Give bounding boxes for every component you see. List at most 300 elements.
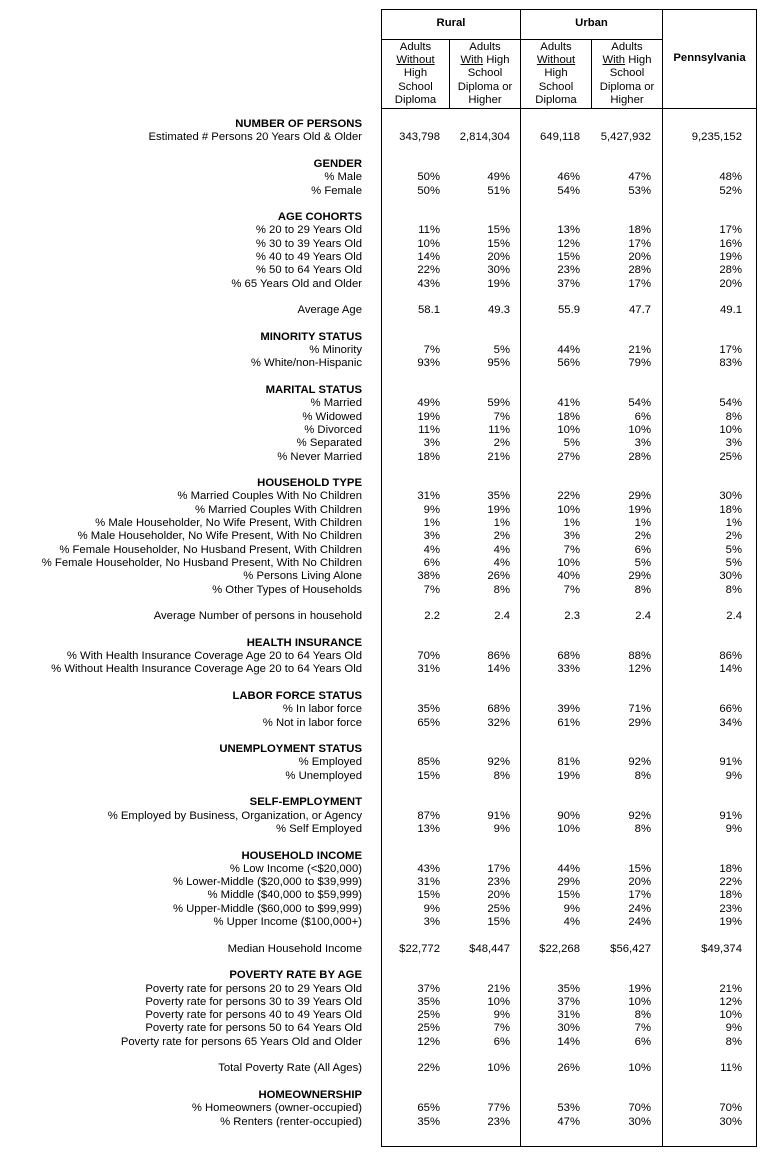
section-heading: [0, 796, 760, 809]
row-label: % 30 to 39 Years Old: [255, 237, 362, 250]
cell-value: 50%: [417, 171, 440, 184]
row-label: % Female Householder, No Husband Present, With No Children: [41, 556, 362, 569]
table-row: [0, 943, 760, 956]
cell-value: 8%: [493, 583, 510, 596]
table-row: [0, 663, 760, 676]
cell-value: 68%: [487, 703, 510, 716]
row-label: % With Health Insurance Coverage Age 20 to 64 Years Old: [66, 650, 362, 662]
cell-value: 23%: [719, 902, 742, 915]
row-label: % Upper-Middle ($60,000 to $99,999): [172, 902, 362, 915]
cell-value: 10%: [557, 822, 580, 835]
row-label: % Married: [310, 397, 362, 410]
row-label: % Male Householder, No Wife Present, With No Children: [77, 530, 362, 543]
cell-value: 9%: [725, 1022, 742, 1035]
cell-value: 43%: [417, 277, 440, 290]
section-title: MINORITY STATUS: [260, 330, 362, 343]
table-row: [0, 264, 760, 277]
cell-value: 3%: [725, 437, 742, 450]
cell-value: 2%: [493, 530, 510, 543]
row-label: Poverty rate for persons 20 to 29 Years Old: [145, 982, 362, 995]
cell-value: 11%: [720, 1062, 742, 1075]
cell-value: $22,772: [399, 942, 440, 955]
table-row: [0, 437, 760, 450]
table-row: [0, 1102, 760, 1115]
cell-value: 25%: [417, 1009, 440, 1022]
cell-value: 4%: [493, 556, 510, 569]
row-label: Total Poverty Rate (All Ages): [218, 1062, 362, 1075]
cell-value: 12%: [628, 663, 651, 676]
row-label: Average Age: [297, 304, 362, 317]
cell-value: 65%: [417, 716, 440, 729]
cell-value: 17%: [719, 224, 742, 237]
cell-value: 79%: [628, 357, 651, 370]
cell-value: 19%: [628, 503, 651, 516]
cell-value: 14%: [557, 1035, 580, 1048]
cell-value: 10%: [557, 503, 580, 516]
row-label: % Lower-Middle ($20,000 to $39,999): [172, 876, 362, 889]
table-row: [0, 424, 760, 437]
cell-value: 9%: [725, 769, 742, 782]
row-label: % Other Types of Households: [212, 583, 362, 596]
cell-value: 87%: [417, 809, 440, 822]
cell-value: 22%: [417, 264, 440, 277]
cell-value: 52%: [719, 184, 742, 197]
cell-value: 31%: [417, 876, 440, 889]
row-label: % White/non-Hispanic: [250, 357, 362, 370]
cell-value: 2,814,304: [459, 131, 510, 144]
cell-value: 91%: [719, 756, 742, 769]
cell-value: 18%: [628, 224, 651, 237]
cell-value: 88%: [628, 650, 651, 662]
cell-value: 18%: [719, 889, 742, 902]
table-row: [0, 889, 760, 902]
cell-value: 1%: [634, 517, 651, 529]
table-row: [0, 411, 760, 424]
cell-value: 50%: [417, 184, 440, 197]
cell-value: 2%: [634, 530, 651, 543]
table-row: [0, 703, 760, 716]
table-row: [0, 451, 760, 464]
cell-value: 12%: [719, 995, 742, 1008]
cell-value: 11%: [488, 423, 510, 436]
section-title: AGE COHORTS: [277, 211, 362, 224]
cell-value: 95%: [487, 357, 510, 370]
table-row: [0, 584, 760, 597]
table-row: [0, 1116, 760, 1129]
cell-value: 12%: [557, 237, 580, 250]
cell-value: 35%: [487, 490, 510, 503]
cell-value: 17%: [487, 862, 510, 875]
section-title: GENDER: [313, 157, 362, 170]
cell-value: 12%: [417, 1035, 440, 1048]
table-row: [0, 610, 760, 623]
cell-value: 47.7: [629, 304, 651, 317]
cell-value: 4%: [423, 543, 440, 556]
cell-value: 24%: [628, 916, 651, 928]
cell-value: 10%: [557, 556, 580, 569]
table-row: [0, 810, 760, 823]
table-row: [0, 557, 760, 570]
table-row: [0, 1009, 760, 1022]
cell-value: 31%: [417, 663, 440, 676]
row-label: % Employed by Business, Organization, or Agency: [107, 809, 362, 822]
row-label: % Homeowners (owner-occupied): [191, 1102, 362, 1115]
cell-value: 49.1: [720, 304, 742, 317]
cell-value: 9%: [493, 1009, 510, 1022]
table-row: [0, 863, 760, 876]
cell-value: 17%: [628, 889, 651, 902]
urban-header: Urban: [575, 17, 608, 29]
cell-value: 23%: [557, 264, 580, 277]
row-label: % Middle ($40,000 to $59,999): [207, 889, 362, 902]
cell-value: 30%: [719, 570, 742, 583]
section-heading: [0, 743, 760, 756]
cell-value: 19%: [557, 769, 580, 782]
cell-value: 32%: [487, 716, 510, 729]
table-row: [0, 916, 760, 929]
cell-value: 9%: [563, 902, 580, 915]
table-row: [0, 185, 760, 198]
cell-value: 3%: [634, 437, 651, 450]
cell-value: 92%: [628, 756, 651, 769]
cell-value: 58.1: [418, 304, 440, 317]
cell-value: 25%: [719, 450, 742, 463]
table-row: [0, 717, 760, 730]
cell-value: 9%: [493, 822, 510, 835]
cell-value: 15%: [417, 769, 440, 782]
table-row: [0, 224, 760, 237]
row-label: Estimated # Persons 20 Years Old & Older: [148, 131, 362, 144]
cell-value: 20%: [719, 277, 742, 290]
cell-value: 44%: [557, 344, 580, 357]
row-label: % Male: [324, 171, 362, 184]
cell-value: 35%: [417, 1115, 440, 1128]
cell-value: 2.4: [494, 610, 510, 623]
cell-value: 6%: [634, 1035, 651, 1048]
cell-value: 20%: [628, 876, 651, 889]
row-label: % Self Employed: [275, 822, 362, 835]
cell-value: 20%: [628, 251, 651, 263]
cell-value: 8%: [725, 1035, 742, 1048]
table-row: [0, 238, 760, 251]
cell-value: 30%: [487, 264, 510, 277]
table-row: [0, 996, 760, 1009]
cell-value: $49,374: [701, 942, 742, 955]
cell-value: 93%: [417, 357, 440, 370]
table-row: [0, 1022, 760, 1035]
section-heading: [0, 158, 760, 171]
cell-value: 22%: [719, 876, 742, 889]
cell-value: $22,268: [539, 942, 580, 955]
row-label: % Without Health Insurance Coverage Age 20 to 64 Years Old: [51, 663, 362, 676]
cell-value: 25%: [487, 902, 510, 915]
cell-value: 6%: [423, 556, 440, 569]
cell-value: 9%: [423, 902, 440, 915]
row-label: Poverty rate for persons 65 Years Old and Older: [120, 1035, 362, 1048]
cell-value: 90%: [557, 809, 580, 822]
cell-value: 15%: [487, 224, 510, 237]
cell-value: 28%: [719, 264, 742, 277]
cell-value: 53%: [557, 1102, 580, 1115]
row-label: % 20 to 29 Years Old: [255, 224, 362, 237]
cell-value: 7%: [493, 410, 510, 423]
rural-without-header: Adults Without High School Diploma: [394, 41, 437, 106]
cell-value: 1%: [423, 517, 440, 529]
cell-value: 55.9: [558, 304, 580, 317]
cell-value: 2.4: [635, 610, 651, 623]
table-row: [0, 570, 760, 583]
cell-value: 28%: [628, 450, 651, 463]
cell-value: 8%: [493, 769, 510, 782]
cell-value: 22%: [557, 490, 580, 503]
cell-value: 35%: [557, 982, 580, 995]
cell-value: 15%: [487, 237, 510, 250]
cell-value: 2.2: [424, 610, 440, 623]
cell-value: 8%: [634, 822, 651, 835]
cell-value: 91%: [719, 809, 742, 822]
cell-value: 86%: [487, 650, 510, 662]
cell-value: 18%: [719, 862, 742, 875]
cell-value: 81%: [557, 756, 580, 769]
cell-value: 14%: [719, 663, 742, 676]
row-label: % Divorced: [304, 423, 362, 436]
section-title: HEALTH INSURANCE: [246, 636, 362, 649]
cell-value: 26%: [487, 570, 510, 583]
row-label: % Renters (renter-occupied): [220, 1115, 362, 1128]
cell-value: 22%: [417, 1062, 440, 1075]
cell-value: 9%: [725, 822, 742, 835]
cell-value: 19%: [487, 277, 510, 290]
cell-value: 8%: [634, 769, 651, 782]
cell-value: 10%: [719, 1009, 742, 1022]
table-row: [0, 1036, 760, 1049]
cell-value: 7%: [634, 1022, 651, 1035]
table-row: [0, 251, 760, 264]
cell-value: 3%: [563, 530, 580, 543]
cell-value: 10%: [628, 1062, 651, 1075]
cell-value: 59%: [487, 397, 510, 410]
cell-value: 649,118: [540, 131, 580, 144]
cell-value: 5%: [725, 556, 742, 569]
rural-header: Rural: [436, 17, 466, 29]
table-row: [0, 131, 760, 144]
cell-value: 20%: [487, 251, 510, 263]
cell-value: 77%: [487, 1102, 510, 1115]
cell-value: 8%: [634, 1009, 651, 1022]
table-row: [0, 490, 760, 503]
table-row: [0, 823, 760, 836]
cell-value: 86%: [719, 650, 742, 662]
cell-value: 17%: [628, 277, 651, 290]
cell-value: 15%: [628, 862, 651, 875]
row-label: % Persons Living Alone: [243, 570, 362, 583]
cell-value: 51%: [487, 184, 510, 197]
row-label: Poverty rate for persons 50 to 64 Years Old: [145, 1022, 362, 1035]
cell-value: 6%: [634, 410, 651, 423]
row-label: % Married Couples With Children: [194, 503, 362, 516]
cell-value: 31%: [557, 1009, 580, 1022]
cell-value: 41%: [557, 397, 580, 410]
cell-value: 3%: [423, 916, 440, 928]
section-title: HOUSEHOLD TYPE: [257, 477, 362, 490]
cell-value: 30%: [628, 1115, 651, 1128]
cell-value: 23%: [487, 876, 510, 889]
row-label: Poverty rate for persons 40 to 49 Years Old: [145, 1009, 362, 1022]
table-row: [0, 504, 760, 517]
cell-value: 21%: [487, 982, 510, 995]
cell-value: 1%: [725, 517, 742, 529]
pennsylvania-header: Pennsylvania: [673, 52, 746, 64]
cell-value: 11%: [418, 224, 440, 237]
section-title: UNEMPLOYMENT STATUS: [219, 743, 362, 756]
cell-value: 34%: [719, 716, 742, 729]
cell-value: 47%: [557, 1115, 580, 1128]
cell-value: 8%: [725, 410, 742, 423]
cell-value: 21%: [628, 344, 651, 357]
cell-value: 5%: [563, 437, 580, 450]
table-row: [0, 544, 760, 557]
cell-value: 21%: [719, 982, 742, 995]
cell-value: 35%: [417, 995, 440, 1008]
row-label: % Married Couples With No Children: [177, 490, 362, 503]
cell-value: 15%: [487, 916, 510, 928]
cell-value: 26%: [557, 1062, 580, 1075]
cell-value: 17%: [628, 237, 651, 250]
section-title: MARITAL STATUS: [265, 384, 362, 396]
row-label: % Not in labor force: [262, 716, 362, 729]
cell-value: 6%: [493, 1035, 510, 1048]
cell-value: 19%: [487, 503, 510, 516]
cell-value: 39%: [557, 703, 580, 716]
cell-value: 68%: [557, 650, 580, 662]
row-label: % Male Householder, No Wife Present, With Children: [95, 517, 362, 529]
cell-value: 9,235,152: [691, 131, 742, 144]
cell-value: 3%: [423, 530, 440, 543]
cell-value: 30%: [719, 490, 742, 503]
cell-value: 5%: [725, 543, 742, 556]
section-title: POVERTY RATE BY AGE: [229, 969, 362, 982]
cell-value: 2%: [493, 437, 510, 450]
cell-value: 17%: [719, 344, 742, 357]
cell-value: 37%: [417, 982, 440, 995]
cell-value: 29%: [628, 490, 651, 503]
section-heading: [0, 637, 760, 650]
section-heading: [0, 690, 760, 703]
cell-value: 19%: [719, 916, 742, 928]
cell-value: 29%: [557, 876, 580, 889]
cell-value: 48%: [719, 171, 742, 184]
section-heading: [0, 118, 760, 131]
cell-value: 15%: [417, 889, 440, 902]
cell-value: 61%: [557, 716, 580, 729]
section-title: SELF-EMPLOYMENT: [249, 796, 362, 809]
cell-value: 5%: [634, 556, 651, 569]
cell-value: 54%: [557, 184, 580, 197]
urban-with-header: Adults With High School Diploma or Higher: [599, 41, 655, 106]
cell-value: 38%: [417, 570, 440, 583]
cell-value: 5%: [493, 344, 510, 357]
cell-value: 92%: [487, 756, 510, 769]
section-title: NUMBER OF PERSONS: [235, 118, 362, 130]
row-label: % Widowed: [302, 410, 362, 423]
cell-value: 49%: [417, 397, 440, 410]
cell-value: 10%: [417, 237, 440, 250]
cell-value: 2%: [725, 530, 742, 543]
cell-value: 24%: [628, 902, 651, 915]
cell-value: 21%: [487, 450, 510, 463]
table-row: [0, 517, 760, 530]
row-label: % Never Married: [277, 450, 362, 463]
cell-value: 37%: [557, 995, 580, 1008]
rural-with-header: Adults With High School Diploma or Higher: [457, 41, 513, 106]
cell-value: 14%: [417, 251, 440, 263]
cell-value: 15%: [557, 251, 580, 263]
cell-value: 7%: [423, 344, 440, 357]
cell-value: 10%: [557, 423, 580, 436]
section-title: LABOR FORCE STATUS: [232, 689, 362, 702]
cell-value: 18%: [417, 450, 440, 463]
cell-value: 6%: [634, 543, 651, 556]
section-title: HOMEOWNERSHIP: [258, 1088, 362, 1101]
cell-value: 7%: [563, 543, 580, 556]
cell-value: 8%: [725, 583, 742, 596]
cell-value: 56%: [557, 357, 580, 370]
cell-value: 16%: [719, 237, 742, 250]
table-row: [0, 876, 760, 889]
cell-value: 19%: [417, 410, 440, 423]
table-row: [0, 344, 760, 357]
cell-value: 10%: [487, 1062, 510, 1075]
cell-value: 49%: [487, 171, 510, 184]
section-heading: [0, 969, 760, 982]
cell-value: 70%: [628, 1102, 651, 1115]
cell-value: 54%: [719, 397, 742, 410]
cell-value: 19%: [719, 251, 742, 263]
cell-value: 29%: [628, 570, 651, 583]
cell-value: 65%: [417, 1102, 440, 1115]
cell-value: 8%: [634, 583, 651, 596]
cell-value: $56,427: [610, 942, 651, 955]
cell-value: 23%: [487, 1115, 510, 1128]
table-row: [0, 278, 760, 291]
table-row: [0, 650, 760, 663]
row-label: % 40 to 49 Years Old: [255, 251, 362, 263]
cell-value: 20%: [487, 889, 510, 902]
cell-value: 3%: [423, 437, 440, 450]
cell-value: 18%: [557, 410, 580, 423]
cell-value: 7%: [493, 1022, 510, 1035]
cell-value: 49.3: [488, 304, 510, 317]
table-row: [0, 770, 760, 783]
table-row: [0, 171, 760, 184]
row-label: % 65 Years Old and Older: [231, 277, 362, 290]
row-label: Median Household Income: [227, 942, 362, 955]
cell-value: 35%: [417, 703, 440, 716]
cell-value: 71%: [628, 703, 651, 716]
cell-value: 4%: [493, 543, 510, 556]
table-row: [0, 304, 760, 317]
cell-value: 33%: [557, 663, 580, 676]
cell-value: 30%: [719, 1115, 742, 1128]
cell-value: 13%: [557, 224, 580, 237]
cell-value: 19%: [628, 982, 651, 995]
section-heading: [0, 211, 760, 224]
table-row: [0, 756, 760, 769]
cell-value: 91%: [487, 809, 510, 822]
table-row: [0, 357, 760, 370]
cell-value: $48,447: [469, 942, 510, 955]
table-row: [0, 903, 760, 916]
